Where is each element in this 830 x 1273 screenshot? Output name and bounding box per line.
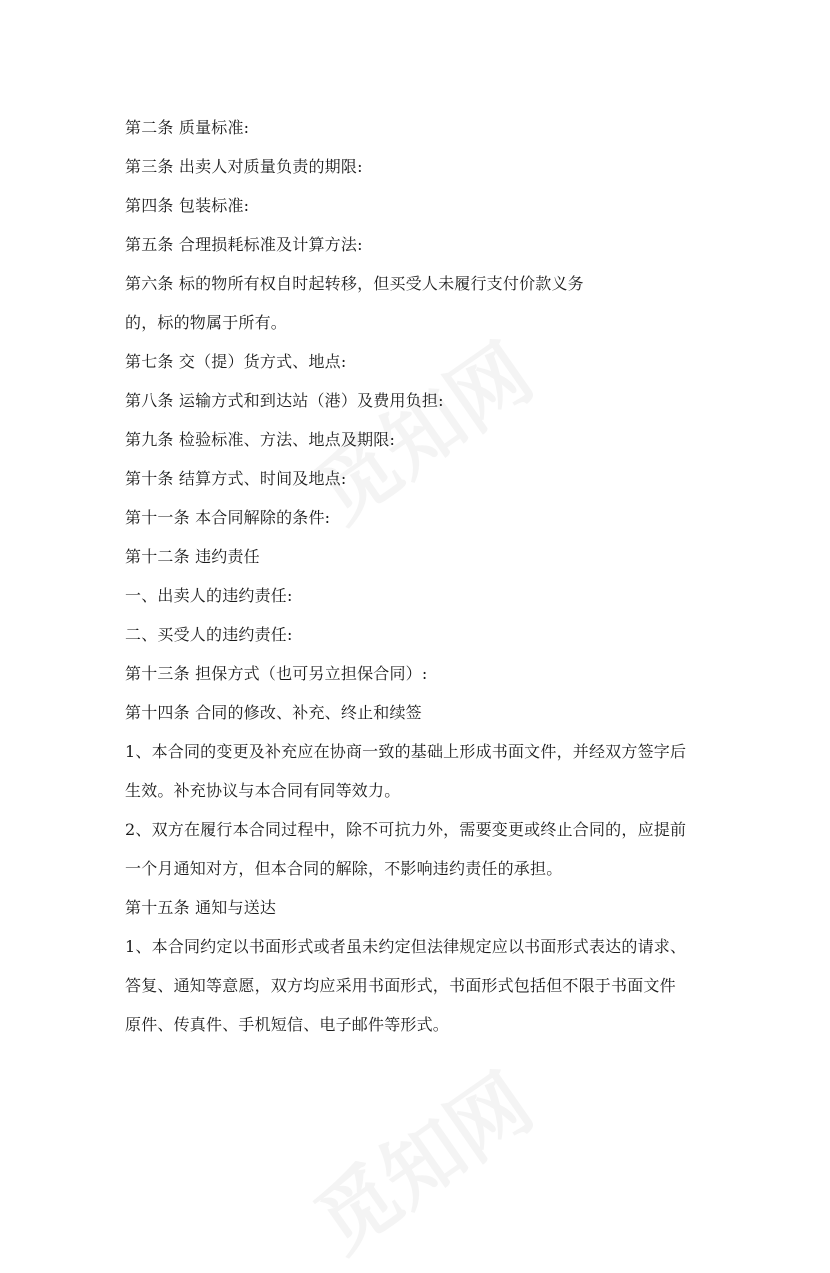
clause-9-inspection: 第九条 检验标准、方法、地点及期限:: [125, 430, 396, 449]
clause-6-ownership-transfer-cont: 的，标的物属于所有。: [125, 313, 288, 332]
clause-3-quality-period: 第三条 出卖人对质量负责的期限:: [125, 157, 363, 176]
clause-14-item-1: 1、本合同的变更及补充应在协商一致的基础上形成书面文件，并经双方签字后: [125, 742, 687, 761]
clause-13-guarantee: 第十三条 担保方式（也可另立担保合同）:: [125, 664, 428, 683]
clause-15-item-1-cont: 答复、通知等意愿，双方均应采用书面形式，书面形式包括但不限于书面文件: [125, 976, 676, 995]
clause-5-loss-standard: 第五条 合理损耗标准及计算方法:: [125, 235, 363, 254]
clause-14-item-2-cont: 一个月通知对方，但本合同的解除，不影响违约责任的承担。: [125, 859, 563, 878]
clause-11-termination: 第十一条 本合同解除的条件:: [125, 508, 331, 527]
clause-15-notice: 第十五条 通知与送达: [125, 898, 277, 917]
clause-15-item-1: 1、本合同约定以书面形式或者虽未约定但法律规定应以书面形式表达的请求、: [125, 937, 687, 956]
clause-12-seller-liability: 一、出卖人的违约责任:: [125, 586, 293, 605]
clause-15-item-1-cont2: 原件、传真件、手机短信、电子邮件等形式。: [125, 1015, 450, 1034]
clause-4-packaging-standard: 第四条 包装标准:: [125, 196, 250, 215]
clause-6-ownership-transfer: 第六条 标的物所有权自时起转移，但买受人未履行支付价款义务: [125, 274, 584, 293]
clause-14-item-2: 2、双方在履行本合同过程中，除不可抗力外，需要变更或终止合同的，应提前: [125, 820, 687, 839]
clause-14-amendment: 第十四条 合同的修改、补充、终止和续签: [125, 703, 422, 722]
clause-12-liability: 第十二条 违约责任: [125, 547, 260, 566]
clause-14-item-1-cont: 生效。补充协议与本合同有同等效力。: [125, 781, 401, 800]
clause-2-quality-standard: 第二条 质量标准:: [125, 118, 250, 137]
clause-10-settlement: 第十条 结算方式、时间及地点:: [125, 469, 347, 488]
clause-12-buyer-liability: 二、买受人的违约责任:: [125, 625, 293, 644]
watermark: [289, 1042, 552, 1273]
clause-8-transport: 第八条 运输方式和到达站（港）及费用负担:: [125, 391, 444, 410]
document-body: [125, 108, 715, 1044]
clause-7-delivery-method: 第七条 交（提）货方式、地点:: [125, 352, 347, 371]
